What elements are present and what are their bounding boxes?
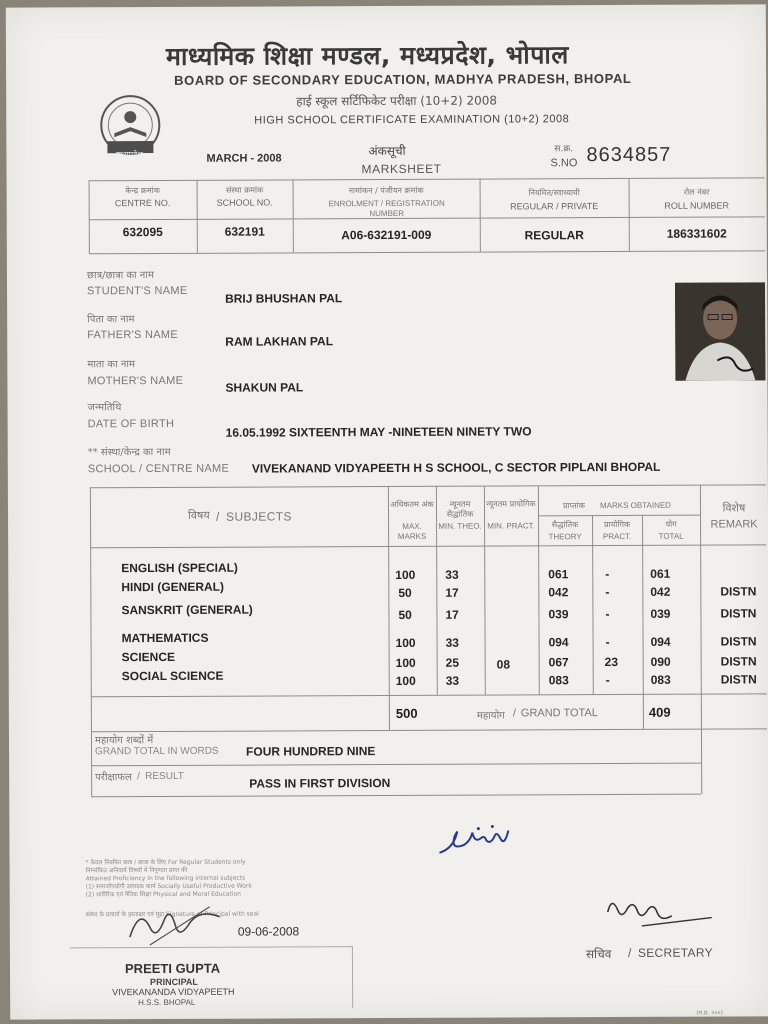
remark: DISTN	[720, 584, 757, 599]
school-no-value: 632191	[224, 224, 265, 239]
total-header-hindi: योग	[665, 519, 677, 529]
min-pract: 08	[496, 657, 511, 672]
pract-header: PRACT.	[602, 531, 632, 542]
remark: DISTN	[720, 672, 757, 687]
grand-total-words-label-hindi: महायोग शब्दों में	[94, 735, 154, 747]
student-photo	[675, 282, 765, 380]
grand-total-label-hindi: महायोग	[476, 710, 505, 722]
total-marks: 083	[650, 672, 671, 687]
min-theo: 33	[445, 673, 460, 688]
institution-name: VIVEKANANDA VIDYAPEETH	[112, 986, 235, 998]
dob-value: 16.05.1992 SIXTEENTH MAY -NINETEEN NINETY TWO	[225, 424, 532, 440]
father-name-label-hindi: पिता का नाम	[87, 314, 135, 326]
school-no-label: SCHOOL NO.	[216, 197, 273, 208]
school-name-label: SCHOOL / CENTRE NAME	[87, 462, 230, 476]
min-theo: 33	[445, 567, 459, 582]
theory-marks: 083	[548, 673, 569, 688]
theory-marks: 067	[548, 655, 569, 670]
board-logo-icon	[90, 91, 170, 155]
school-name-value: VIVEKANAND VIDYAPEETH H S SCHOOL, C SECTOR PIPLANI BHOPAL	[251, 459, 661, 476]
school-name-label-hindi: ** संस्था/केन्द्र का नाम	[87, 446, 171, 459]
max-marks: 100	[395, 655, 416, 670]
min-theo: 33	[445, 635, 459, 650]
grand-total-sep: /	[512, 707, 516, 720]
serial-label-hindi: स.क्र.	[554, 144, 574, 155]
max-marks: 50	[398, 607, 412, 622]
subject-name: SCIENCE	[121, 649, 176, 665]
footnote-line: (2) शारीरिक एवं नैतिक शिक्षा Physical and Moral Education	[85, 890, 241, 899]
dob-label: DATE OF BIRTH	[87, 417, 175, 431]
min-theo-header: MIN. THEO.	[438, 521, 482, 531]
subjects-header-sep: /	[215, 509, 220, 524]
principal-signature-icon	[120, 897, 230, 952]
school-no-label-hindi: संस्था क्रमांक	[225, 185, 264, 195]
institution-location: H.S.S. BHOPAL	[138, 997, 196, 1008]
pract-marks: 23	[604, 654, 619, 670]
total-marks: 042	[650, 584, 671, 599]
subject-name: SANSKRIT (GENERAL)	[121, 602, 253, 618]
max-marks-header-hindi: अधिकतम अंक	[390, 499, 434, 509]
remark-header-hindi: विशेष	[722, 501, 746, 515]
logo-caption: मध्यप्रदेश	[116, 150, 143, 160]
footnote-line: निम्नांकित अनिवार्य विषयों में निपुणता प्राप्त की	[85, 866, 188, 875]
pract-marks: -	[605, 635, 610, 650]
mother-name-value: SHAKUN PAL	[225, 380, 304, 395]
centre-no-value: 632095	[122, 224, 163, 240]
marksheet-title: MARKSHEET	[361, 161, 442, 177]
footnote-line: Attained Proficiency in the following internal subjects	[85, 874, 246, 883]
footnote-line: * केवल नियमित छात्र / छात्रा के लिए For Regular Students only	[85, 858, 246, 867]
enrolment-label-hindi: नामांकन / पंजीयन क्रमांक	[348, 185, 424, 196]
remark-header: REMARK	[710, 518, 758, 531]
centre-no-label-hindi: केन्द्र क्रमांक	[125, 185, 160, 196]
subjects-header: SUBJECTS	[225, 509, 292, 524]
total-marks: 090	[650, 654, 671, 669]
theory-marks: 042	[548, 585, 569, 600]
footnote-line: (1) समाजोपयोगी उत्पादक कार्य Socially Useful Productive Work	[85, 882, 252, 891]
exam-session: MARCH - 2008	[206, 152, 282, 165]
student-portrait-icon	[675, 282, 765, 380]
result-label: RESULT	[145, 770, 184, 783]
grand-total-label: GRAND TOTAL	[520, 707, 598, 720]
secretary-label: SECRETARY	[637, 945, 713, 960]
grand-total-words-value: FOUR HUNDRED NINE	[246, 744, 376, 759]
result-value: PASS IN FIRST DIVISION	[249, 775, 391, 791]
theory-header: THEORY	[548, 532, 582, 542]
pract-header-hindi: प्रायोगिक	[604, 519, 631, 530]
max-marks: 100	[395, 673, 416, 688]
student-name-label-hindi: छात्र/छात्रा का नाम	[86, 270, 154, 282]
total-marks: 061	[650, 566, 671, 581]
pract-marks: -	[605, 673, 610, 688]
secretary-label-hindi: सचिव	[585, 947, 612, 962]
min-theo: 25	[445, 655, 460, 670]
regular-private-value: REGULAR	[524, 228, 584, 243]
exam-title-hindi: हाई स्कूल सर्टिफिकेट परीक्षा (10+2) 2008	[296, 93, 498, 109]
marksheet-document	[6, 4, 768, 1019]
grand-total-words-label: GRAND TOTAL IN WORDS	[95, 745, 219, 758]
student-name-label: STUDENT'S NAME	[87, 284, 188, 298]
regular-private-label-hindi: नियमित/स्वाध्यायी	[528, 188, 580, 198]
max-marks-total: 500	[395, 705, 418, 721]
father-name-label: FATHER'S NAME	[87, 328, 179, 342]
enrolment-value: A06-632191-009	[341, 227, 432, 243]
roll-number-label: ROLL NUMBER	[664, 200, 730, 211]
min-theo-header-hindi: न्यूनतम सैद्धांतिक	[446, 499, 474, 519]
remark: DISTN	[720, 654, 757, 669]
pract-marks: -	[605, 567, 610, 582]
secretary-sep: /	[627, 945, 632, 960]
serial-number: 8634857	[586, 143, 672, 167]
total-marks: 039	[650, 606, 671, 621]
min-pract-header-hindi: न्यूनतम प्रायोगिक	[486, 499, 536, 509]
mother-name-label-hindi: माता का नाम	[87, 359, 135, 371]
theory-marks: 061	[548, 567, 569, 582]
result-label-hindi: परीक्षाफल	[95, 772, 132, 784]
exam-title-english: HIGH SCHOOL CERTIFICATE EXAMINATION (10+2) 2008	[254, 113, 570, 127]
min-theo: 17	[445, 585, 459, 600]
father-name-value: RAM LAKHAN PAL	[225, 334, 334, 349]
roll-number-value: 186331602	[666, 226, 727, 241]
min-pract-header: MIN. PRACT.	[487, 521, 535, 531]
subject-name: MATHEMATICS	[121, 630, 209, 646]
mother-name-label: MOTHER'S NAME	[87, 374, 184, 388]
dob-label-hindi: जन्मतिथि	[87, 402, 122, 414]
max-marks: 100	[395, 567, 416, 582]
subject-name: ENGLISH (SPECIAL)	[121, 560, 238, 576]
marks-obtained-header-hindi: प्राप्तांक	[562, 501, 585, 511]
board-title-english: BOARD OF SECONDARY EDUCATION, MADHYA PRADESH, BHOPAL	[174, 70, 632, 88]
serial-label: S.NO	[550, 157, 578, 170]
max-marks-header: MAX. MARKS	[397, 521, 427, 541]
result-label-sep: /	[137, 771, 140, 783]
remark: DISTN	[720, 634, 757, 649]
marks-obtained-header: MARKS OBTAINED	[599, 500, 671, 511]
grand-total-value: 409	[648, 704, 671, 720]
footnote-line: संस्था के प्राचार्य के हस्ताक्षर एवं मुद्रा Signature of Principal with seal	[85, 910, 259, 919]
centre-no-label: CENTRE NO.	[114, 197, 171, 209]
roll-number-label-hindi: रोल नंबर	[683, 187, 710, 197]
corner-mark: (म.प्र. २००)	[696, 1009, 723, 1017]
max-marks: 50	[398, 585, 412, 600]
theory-header-hindi: सैद्धांतिक	[551, 520, 579, 530]
theory-marks: 039	[548, 607, 569, 622]
min-theo: 17	[445, 607, 459, 622]
remark: DISTN	[720, 606, 757, 621]
theory-marks: 094	[548, 635, 569, 650]
issue-date: 09-06-2008	[237, 924, 300, 939]
principal-title: PRINCIPAL	[150, 976, 198, 988]
marksheet-title-hindi: अंकसूची	[368, 143, 406, 159]
regular-private-label: REGULAR / PRIVATE	[510, 201, 599, 212]
student-signature-icon	[434, 820, 514, 860]
student-name-value: BRIJ BHUSHAN PAL	[225, 291, 343, 306]
max-marks: 100	[395, 635, 416, 650]
subject-name: SOCIAL SCIENCE	[121, 668, 224, 684]
total-header: TOTAL	[658, 531, 684, 541]
subjects-header-hindi: विषय	[187, 508, 210, 522]
subject-name: HINDI (GENERAL)	[121, 579, 225, 595]
total-marks: 094	[650, 634, 671, 649]
principal-name: PREETI GUPTA	[124, 960, 221, 977]
secretary-signature-icon	[602, 890, 717, 936]
board-title-hindi: माध्यमिक शिक्षा मण्डल, मध्यप्रदेश, भोपाल	[165, 40, 569, 71]
pract-marks: -	[605, 585, 610, 600]
enrolment-label: ENROLMENT / REGISTRATION NUMBER	[328, 198, 445, 219]
pract-marks: -	[605, 607, 610, 622]
